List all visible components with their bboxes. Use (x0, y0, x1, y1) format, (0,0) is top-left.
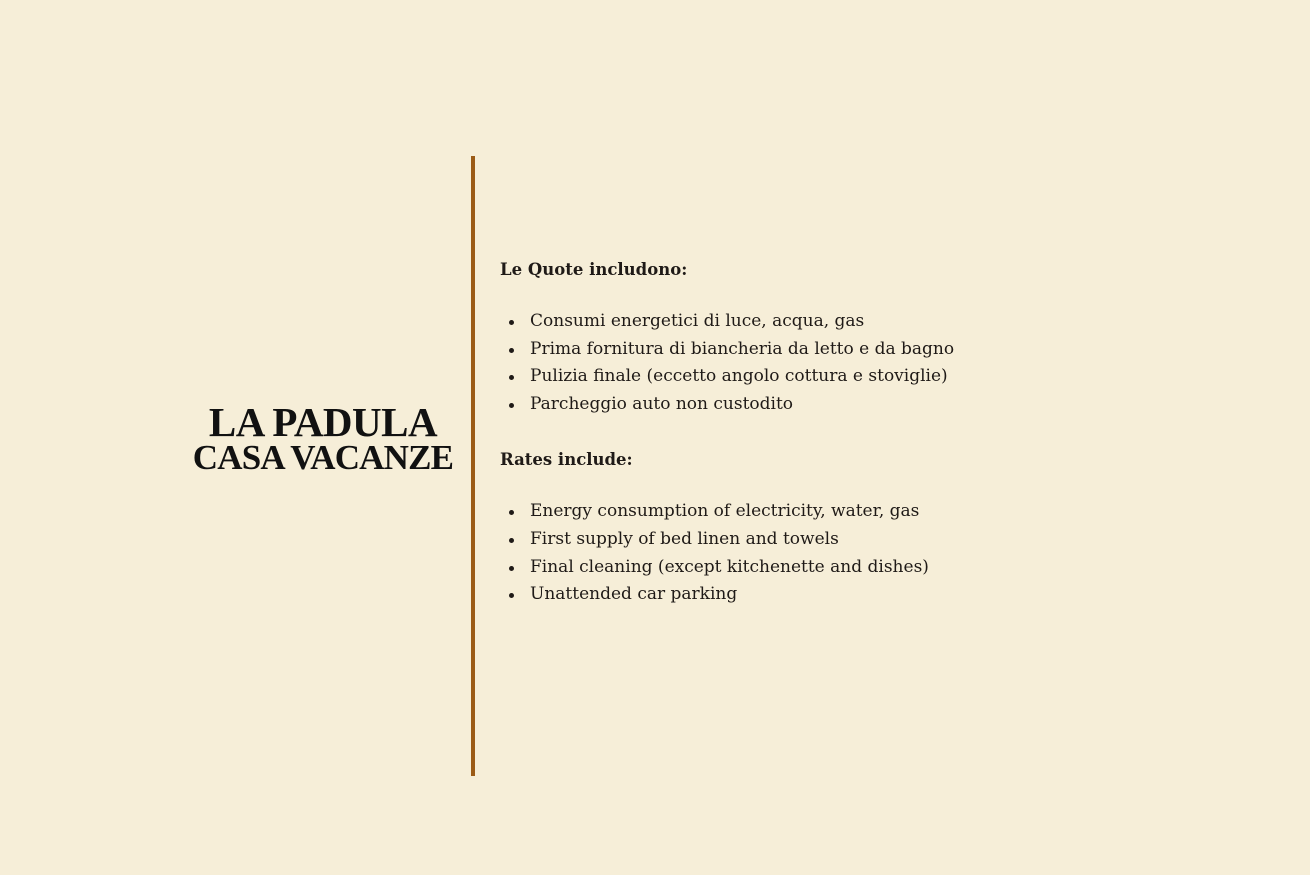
english-inclusions-list (500, 498, 1150, 608)
list-item: Consumi energetici di luce, acqua, gas (500, 308, 1150, 336)
brand-title (168, 399, 478, 477)
list-item: Energy consumption of electricity, water, gas (500, 498, 1150, 526)
italian-section-title: Le Quote includono: (500, 260, 688, 279)
list-item: Unattended car parking (500, 581, 1150, 609)
list-item: First supply of bed linen and towels (500, 526, 1150, 554)
brand-name: LA PADULA (208, 399, 438, 445)
list-item: Parcheggio auto non custodito (500, 391, 1150, 419)
brand-subtitle: CASA VACANZE (192, 438, 454, 477)
italian-inclusions-list (500, 308, 1150, 418)
list-item: Prima fornitura di biancheria da letto e da bagno (500, 336, 1150, 364)
rates-content (500, 258, 1150, 609)
list-item: Final cleaning (except kitchenette and dishes) (500, 554, 1150, 582)
english-section-title: Rates include: (500, 450, 633, 470)
list-item: Pulizia finale (eccetto angolo cottura e stoviglie) (500, 363, 1150, 391)
vertical-divider (471, 156, 475, 776)
